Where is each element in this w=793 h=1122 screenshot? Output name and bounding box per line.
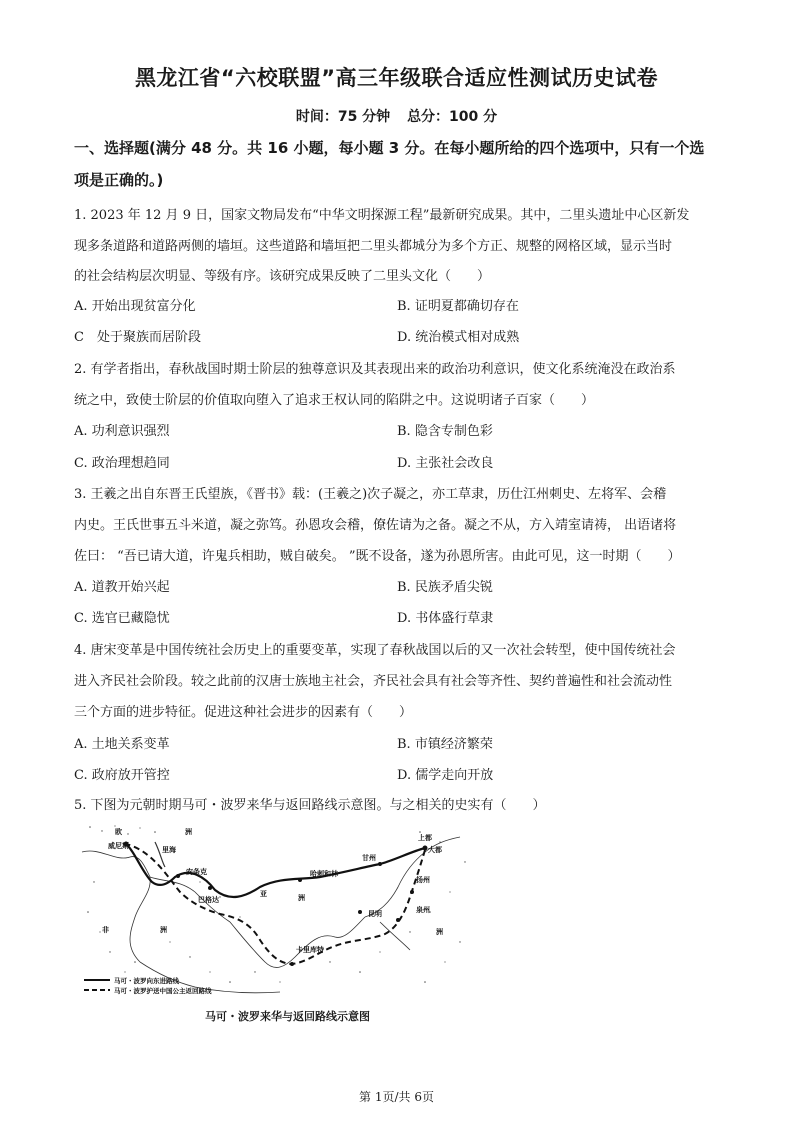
q4-stem-line-2: 进入齐民社会阶段。较之此前的汉唐士族地主社会，齐民社会具有社会等齐性、契约普遍性和社会流动性 <box>74 674 673 689</box>
section-heading-line-2: 项是正确的。) <box>74 171 164 189</box>
q3-stem-line-2: 内史。王氏世事五斗米道，凝之弥笃。孙恩攻会稽，僚佐请为之备。凝之不从，方入靖室请祷， 出语诸将 <box>74 518 677 533</box>
map-label-sea: 里海 <box>162 846 176 854</box>
q3-option-c: C. 选官已藏隐忧 <box>74 611 170 626</box>
map-label-fei: 非 <box>102 926 109 934</box>
q2-option-a: A. 功利意识强烈 <box>74 424 170 439</box>
map-label-quanzhou: 泉州 <box>416 906 430 914</box>
legend-outbound-label: 马可・波罗向东进路线 <box>114 977 179 985</box>
map-label-anxi: 安条克 <box>186 868 207 876</box>
q3-option-b: B. 民族矛盾尖锐 <box>397 580 493 595</box>
page-title: 黑龙江省“六校联盟”高三年级联合适应性测试历史试卷 <box>134 66 659 90</box>
q1-stem-line-1: 1. 2023 年 12 月 9 日，国家文物局发布“中华文明探源工程”最新研究成果。其中，二里头遗址中心区新发 <box>74 208 690 223</box>
exam-time: 时间：75 分钟 <box>295 109 391 125</box>
marco-polo-route-map <box>80 822 476 1002</box>
q3-option-a: A. 道教开始兴起 <box>74 580 170 595</box>
q1-option-b: B. 证明夏都确切存在 <box>397 299 519 314</box>
map-label-zhou-1: 洲 <box>185 828 192 836</box>
map-label-yangzhou: 扬州 <box>416 876 430 884</box>
q3-stem-line-1: 3. 王羲之出自东晋王氏望族，《晋书》载：(王羲之)次子凝之，亦工草隶，历仕江州刺史、左将军、会稽 <box>74 487 667 502</box>
q2-option-d: D. 主张社会改良 <box>397 456 494 471</box>
map-label-dadu: 大都 <box>428 846 442 854</box>
q2-option-b: B. 隐含专制色彩 <box>397 424 493 439</box>
map-label-shangdu: 上都 <box>418 834 432 842</box>
q1-stem-line-3: 的社会结构层次明显、等级有序。该研究成果反映了二里头文化（ ） <box>74 269 491 284</box>
q1-option-d: D. 统治模式相对成熟 <box>397 330 520 345</box>
q4-option-b: B. 市镇经济繁荣 <box>397 737 493 752</box>
map-label-ganzhou: 甘州 <box>362 854 376 862</box>
q3-stem-line-3: 佐曰： “吾已请大道，许鬼兵相助，贼自破矣。 ”既不设备，遂为孙恩所害。由此可见，这一时期（ ） <box>74 549 681 564</box>
map-label-baghdad: 巴格达 <box>198 896 219 904</box>
exam-score: 总分：100 分 <box>407 109 498 125</box>
q2-stem-line-1: 2. 有学者指出，春秋战国时期士阶层的独尊意识及其表现出来的政治功利意识，使文化系统淹没在政治系 <box>74 362 676 377</box>
q4-option-a: A. 土地关系变革 <box>74 737 170 752</box>
q4-option-c: C. 政府放开管控 <box>74 768 170 783</box>
q2-option-c: C. 政治理想趋同 <box>74 456 170 471</box>
q5-stem-line-1: 5. 下图为元朝时期马可・波罗来华与返回路线示意图。与之相关的史实有（ ） <box>74 798 546 813</box>
map-label-zhou-3: 洲 <box>160 926 167 934</box>
legend-return-label: 马可・波罗护送中国公主返回路线 <box>114 987 212 995</box>
q1-option-a: A. 开始出现贫富分化 <box>74 299 196 314</box>
q4-option-d: D. 儒学走向开放 <box>397 768 494 783</box>
map-label-zhou-2: 洲 <box>298 894 305 902</box>
map-label-zhou-4: 洲 <box>436 928 443 936</box>
map-label-ceylon: 卡里库特 <box>296 946 324 954</box>
page-footer: 第 1页/共 6页 <box>359 1090 434 1104</box>
exam-meta <box>0 106 793 126</box>
q2-stem-line-2: 统之中，致使士阶层的价值取向堕入了追求王权认同的陷阱之中。这说明诸子百家（ ） <box>74 393 595 408</box>
section-heading-line-1: 一、选择题(满分 48 分。共 16 小题，每小题 3 分。在每小题所给的四个选项中，只有一个选 <box>74 139 705 157</box>
map-label-kunming: 昆明 <box>368 910 382 918</box>
map-label-ya: 亚 <box>260 890 267 898</box>
q3-option-d: D. 书体盛行草隶 <box>397 611 494 626</box>
map-label-venice: 威尼斯 <box>108 842 129 850</box>
map-label-europe: 欧 <box>115 828 122 836</box>
q4-stem-line-1: 4. 唐宋变革是中国传统社会历史上的重要变革，实现了春秋战国以后的又一次社会转型，使中国传统社会 <box>74 643 676 658</box>
map-label-karakorum: 哈剌和林 <box>310 870 338 878</box>
figure-caption: 马可・波罗来华与返回路线示意图 <box>205 1010 370 1023</box>
q1-stem-line-2: 现多条道路和道路两侧的墙垣。这些道路和墙垣把二里头都城分为多个方正、规整的网格区域，显示当时 <box>74 239 673 254</box>
q1-option-c: C 处于聚族而居阶段 <box>74 330 201 345</box>
q4-stem-line-3: 三个方面的进步特征。促进这种社会进步的因素有（ ） <box>74 705 413 720</box>
